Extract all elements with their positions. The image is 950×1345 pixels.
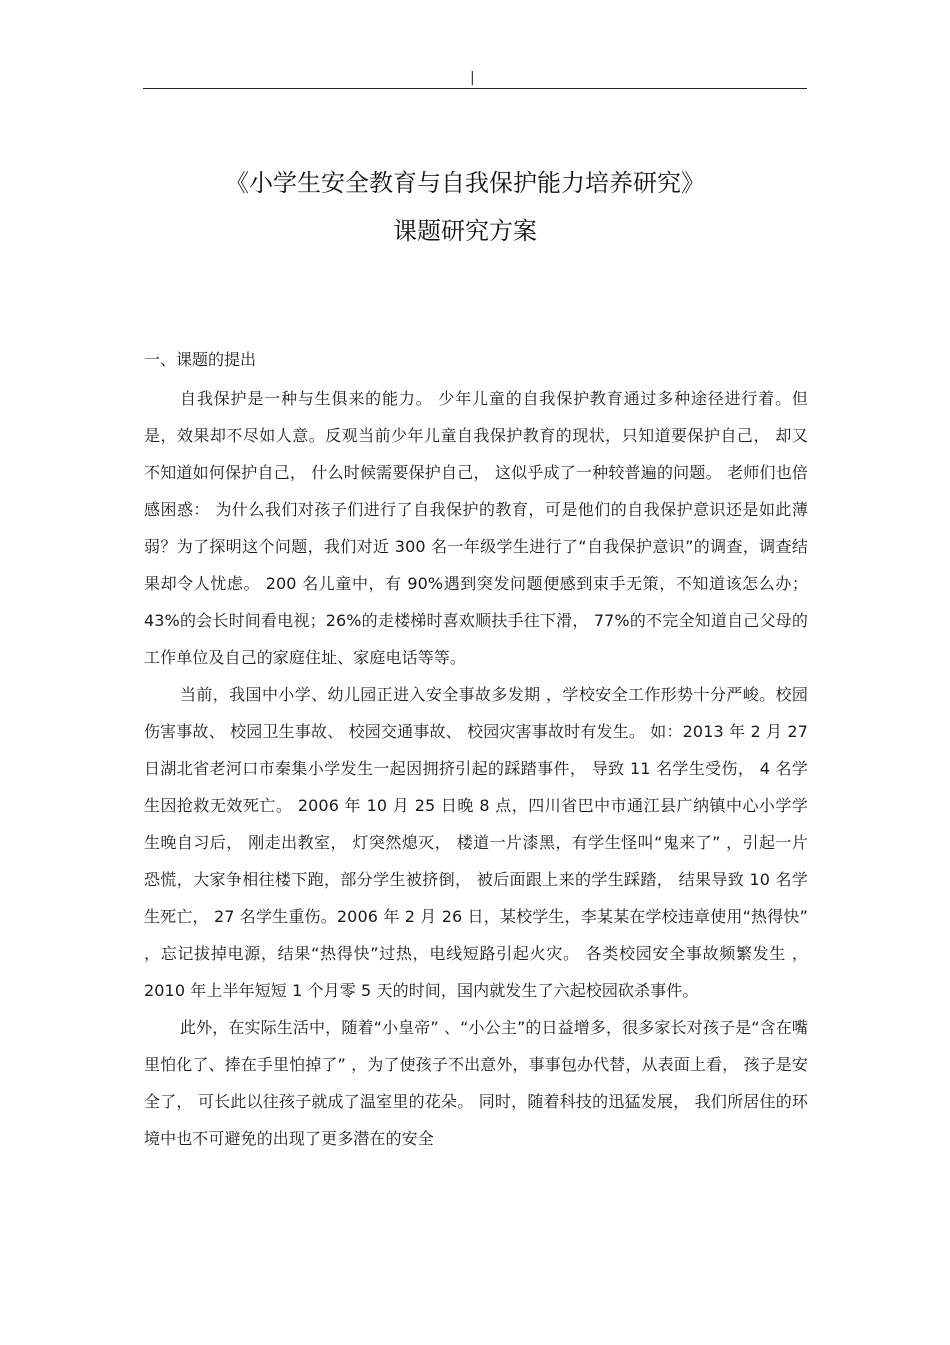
- header-rule: [143, 88, 807, 89]
- paragraph-2: 当前，我国中小学、幼儿园正进入安全事故多发期 ，学校安全工作形势十分严峻。校园伤害事故、 校园卫生事故、 校园交通事故、 校园灾害事故时有发生。 如：2013 年 2 月 27 日湖北省老河口市秦集小学发生一起因拥挤引起的踩踏事件， 导致 11 名学生受伤， 4 名学生因抢救无效死亡。 2006 年 10 月 25 日晚 8 点，四川省巴中市通江县广纳镇中心小学学生晚自习后， 刚走出教室， 灯突然熄灭， 楼道一片漆黑，有学生怪叫“鬼来了” ，引起一片恐慌，大家争相往楼下跑，部分学生被挤倒， 被后面跟上来的学生踩踏， 结果导致 10 名学生死亡， 27 名学生重伤。2006 年 2 月 26 日，某校学生，李某某在学校违章使用“热得快” ，忘记拔掉电源，结果“热得快”过热，电线短路引起火灾。 各类校园安全事故频繁发生 ，2010 年上半年短短 1 个月零 5 天的时间，国内就发生了六起校园砍杀事件。: [144, 685, 808, 1000]
- section-heading: 一、课题的提出: [144, 350, 257, 369]
- header-mark: |: [470, 70, 475, 86]
- document-title: 《小学生安全教育与自我保护能力培养研究》: [225, 169, 705, 197]
- paragraph-1: 自我保护是一种与生俱来的能力。 少年儿童的自我保护教育通过多种途径进行着。但是，效果却不尽如人意。反观当前少年儿童自我保护教育的现状，只知道要保护自己， 却又不知道如何保护自己， 什么时候需要保护自己， 这似乎成了一种较普遍的问题。 老师们也倍感困惑： 为什么我们对孩子们进行了自我保护的教育，可是他们的自我保护意识还是如此薄弱？为了探明这个问题，我们对近 300 名一年级学生进行了“自我保护意识”的调查，调查结果却令人忧虑。 200 名儿童中，有 90%遇到突发问题便感到束手无策，不知道该怎么办； 43%的会长时间看电视；26%的走楼梯时喜欢顺扶手往下滑， 77%的不完全知道自己父母的工作单位及自己的家庭住址、家庭电话等等。: [144, 389, 808, 667]
- section-body: [144, 380, 808, 1157]
- paragraph-3: 此外，在实际生活中，随着“小皇帝” 、“小公主”的日益增多，很多家长对孩子是“含在嘴里怕化了、捧在手里怕掉了” ，为了使孩子不出意外，事事包办代替，从表面上看， 孩子是安全了， 可长此以往孩子就成了温室里的花朵。 同时，随着科技的迅猛发展， 我们所居住的环境中也不可避免的出现了更多潜在的安全: [144, 1018, 808, 1148]
- document-subtitle: 课题研究方案: [393, 217, 537, 245]
